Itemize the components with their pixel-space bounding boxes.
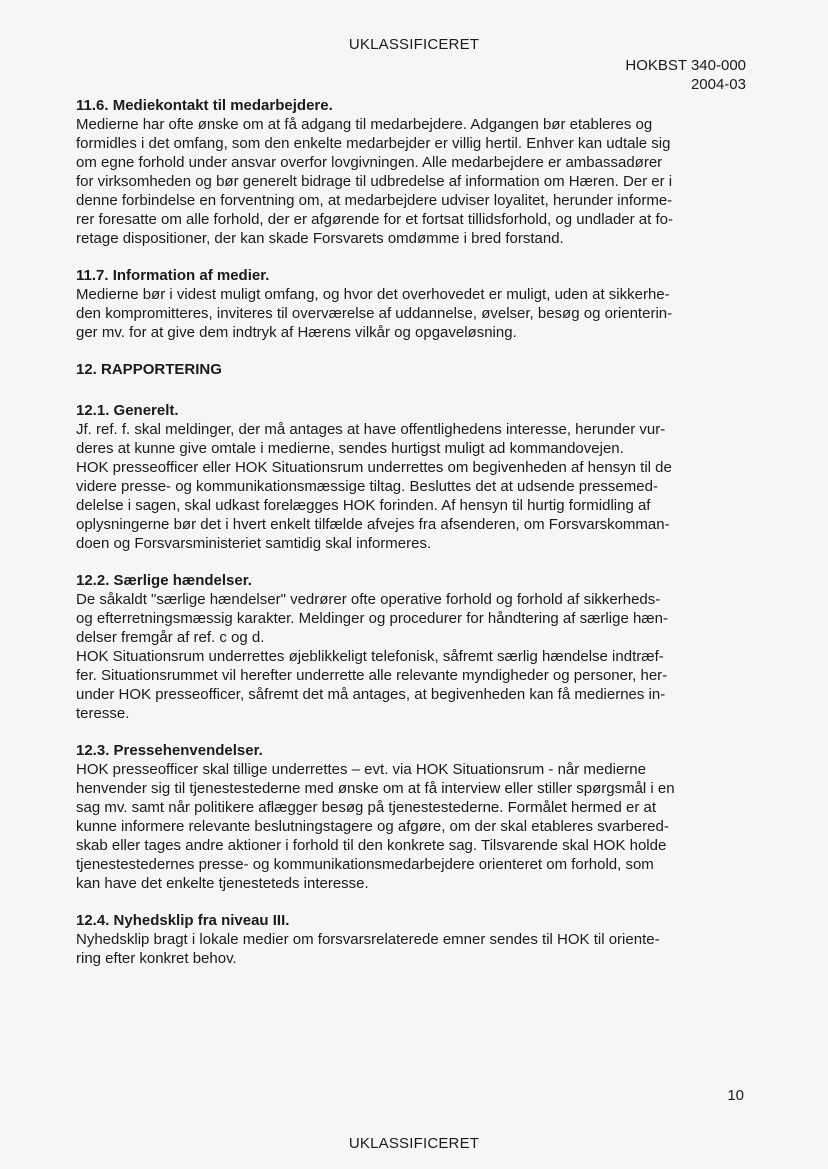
text-line: HOK presseofficer eller HOK Situationsrum underrettes om begivenheden af hensyn til de [76, 459, 672, 476]
text-line: teresse. [76, 705, 130, 722]
document-reference [625, 56, 746, 94]
text-line: delser fremgår af ref. c og d. [76, 629, 265, 646]
section-11-6 [76, 96, 748, 248]
chapter-heading: 12. RAPPORTERING [76, 361, 222, 378]
text-line: for virksomheden og bør generelt bidrage til udbredelse af information om Hæren. Der er i [76, 173, 673, 190]
text-line: HOK presseofficer skal tillige underrettes – evt. via HOK Situationsrum - når medierne [76, 761, 646, 778]
text-line: rer foresatte om alle forhold, der er afgørende for et fortsat tillidsforhold, og undlader at fo- [76, 211, 673, 228]
text-line: tjenestestedernes presse- og kommunikationsmedarbejdere orienteret om forhold, som [76, 856, 654, 873]
section-12-2 [76, 571, 748, 723]
text-line: og efterretningsmæssig karakter. Meldinger og procedurer for håndtering af særlige hæn- [76, 610, 668, 627]
text-line: Medierne har ofte ønske om at få adgang til medarbejdere. Adgangen bør etableres og [76, 116, 653, 133]
section-heading: 12.1. Generelt. [76, 402, 179, 419]
text-line: fer. Situationsrummet vil herefter underrette alle relevante myndigheder og personer, her- [76, 667, 668, 684]
text-line: deres at kunne give omtale i medierne, sendes hurtigst muligt ad kommandovejen. [76, 440, 624, 457]
section-heading: 11.7. Information af medier. [76, 267, 270, 284]
text-line: denne forbindelse en forventning om, at medarbejdere udviser loyalitet, herunder informe- [76, 192, 673, 209]
classification-footer: UKLASSIFICERET [348, 1135, 480, 1152]
text-line: kunne informere relevante beslutningstagere og afgøre, om der skal etableres svarbered- [76, 818, 669, 835]
text-line: doen og Forsvarsministeriet samtidig skal informeres. [76, 535, 432, 552]
text-line: ring efter konkret behov. [76, 950, 237, 967]
text-line: Nyhedsklip bragt i lokale medier om forsvarsrelaterede emner sendes til HOK til oriente- [76, 931, 660, 948]
text-line: De såkaldt "særlige hændelser" vedrører ofte operative forhold og forhold af sikkerheds- [76, 591, 661, 608]
classification-header: UKLASSIFICERET [348, 36, 480, 53]
text-line: henvender sig til tjenestestederne med ønske om at få interview eller stiller spørgsmål i en [76, 780, 675, 797]
text-line: delelse i sagen, skal udkast forelægges HOK forinden. Af hensyn til hurtig formidling af [76, 497, 651, 514]
text-line: videre presse- og kommunikationsmæssige tiltag. Besluttes det at udsende pressemed- [76, 478, 658, 495]
text-line: HOK Situationsrum underrettes øjeblikkeligt telefonisk, såfremt særlig hændelse indtræf- [76, 648, 664, 665]
text-line: under HOK presseofficer, såfremt det må antages, at begivenheden kan få mediernes in- [76, 686, 666, 703]
section-heading: 11.6. Mediekontakt til medarbejdere. [76, 97, 333, 114]
text-line: sag mv. samt når politikere aflægger besøg på tjenestestederne. Formålet hermed er at [76, 799, 656, 816]
text-line: formidles i det omfang, som den enkelte medarbejder er villig hertil. Enhver kan udtale sig [76, 135, 671, 152]
section-heading: 12.3. Pressehenvendelser. [76, 742, 263, 759]
text-line: kan have det enkelte tjenesteteds interesse. [76, 875, 369, 892]
text-line: oplysningerne bør det i hvert enkelt tilfælde afvejes fra afsenderen, om Forsvarskomman- [76, 516, 670, 533]
text-line: retage dispositioner, der kan skade Forsvarets omdømme i bred forstand. [76, 230, 564, 247]
text-line: ger mv. for at give dem indtryk af Hærens vilkår og opgaveløsning. [76, 324, 517, 341]
text-line: Jf. ref. f. skal meldinger, der må antages at have offentlighedens interesse, herunder vur- [76, 421, 666, 438]
section-text [76, 285, 748, 342]
text-line: den kompromitteres, inviteres til overværelse af uddannelse, øvelser, besøg og orienterin- [76, 305, 673, 322]
text-line: om egne forhold under ansvar overfor lovgivningen. Alle medarbejdere er ambassadører [76, 154, 663, 171]
section-text [76, 930, 748, 968]
section-12-1 [76, 401, 748, 553]
section-text [76, 760, 748, 893]
section-12-3 [76, 741, 748, 893]
doc-ref-number: HOKBST 340-000 [625, 57, 746, 74]
section-text [76, 590, 748, 723]
page-number: 10 [727, 1087, 744, 1104]
section-12-4 [76, 911, 748, 968]
text-line: skab eller tages andre aktioner i forhold til den konkrete sag. Tilsvarende skal HOK holde [76, 837, 667, 854]
section-11-7 [76, 266, 748, 342]
document-body [76, 96, 748, 986]
section-text [76, 420, 748, 553]
text-line: Medierne bør i videst muligt omfang, og hvor det overhovedet er muligt, uden at sikkerhe- [76, 286, 670, 303]
section-text [76, 115, 748, 248]
section-heading: 12.2. Særlige hændelser. [76, 572, 252, 589]
doc-date: 2004-03 [690, 76, 746, 93]
section-heading: 12.4. Nyhedsklip fra niveau III. [76, 912, 290, 929]
